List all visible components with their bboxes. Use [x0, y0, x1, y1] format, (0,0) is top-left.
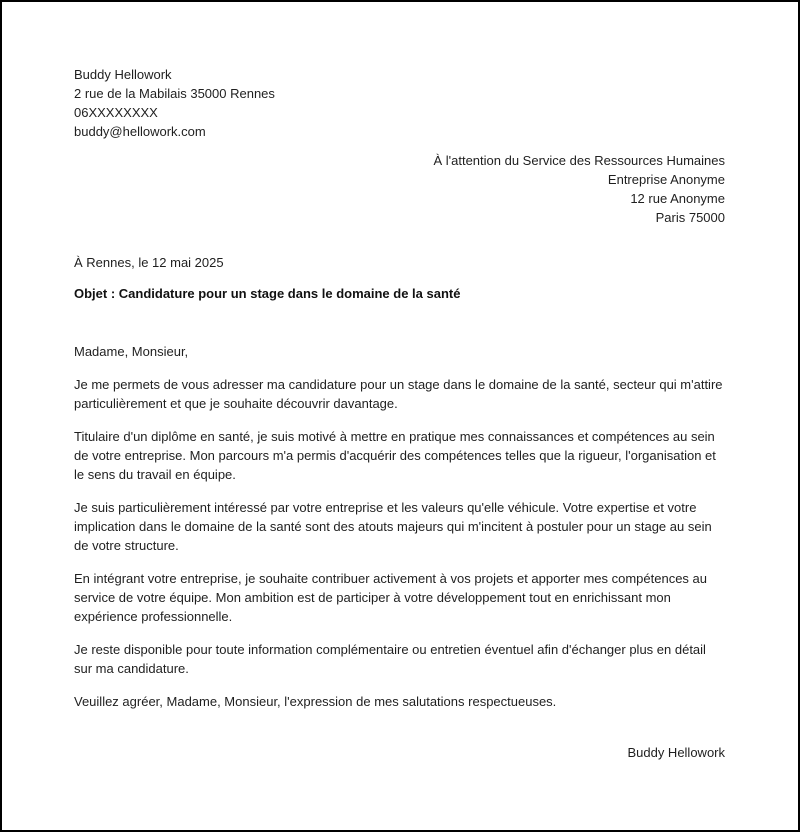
sender-phone: 06XXXXXXXX	[74, 105, 158, 120]
recipient-street: 12 rue Anonyme	[630, 191, 725, 206]
signature: Buddy Hellowork	[627, 745, 725, 760]
sender-block	[74, 65, 725, 141]
sender-email: buddy@hellowork.com	[74, 124, 206, 139]
paragraph-introduction: Je me permets de vous adresser ma candidature pour un stage dans le domaine de la santé, secteur qui m'attire particulièrement et que je souhaite découvrir davantage.	[74, 377, 723, 411]
paragraph-closing-formula: Veuillez agréer, Madame, Monsieur, l'expression de mes salutations respectueuses.	[74, 694, 557, 709]
paragraph-profile: Titulaire d'un diplôme en santé, je suis motivé à mettre en pratique mes connaissances et compétences au sein de votre entreprise. Mon parcours m'a permis d'acquérir des compétences telles que la rigueur, l'organisation et le sens du travail en équipe.	[74, 429, 716, 482]
recipient-city: Paris 75000	[655, 210, 725, 225]
subject-line: Objet : Candidature pour un stage dans le domaine de la santé	[74, 286, 461, 301]
paragraph-motivation: Je suis particulièrement intéressé par votre entreprise et les valeurs qu'elle véhicule. Votre expertise et votre implication dans le domaine de la santé sont des atouts majeurs qui m'incitent à postuler pour un stage au sein de votre structure.	[74, 500, 712, 553]
sender-name: Buddy Hellowork	[74, 67, 172, 82]
date-place-line: À Rennes, le 12 mai 2025	[74, 255, 224, 270]
recipient-company: Entreprise Anonyme	[607, 172, 725, 187]
sender-address: 2 rue de la Mabilais 35000 Rennes	[74, 86, 275, 101]
recipient-block	[74, 151, 725, 227]
paragraph-contribution: En intégrant votre entreprise, je souhaite contribuer activement à vos projets et apporter mes compétences au service de votre équipe. Mon ambition est de participer à votre développement tout en enrichissant mon expérience professionnelle.	[74, 571, 708, 624]
paragraph-availability: Je reste disponible pour toute information complémentaire ou entretien éventuel afin d'échanger plus en détail sur ma candidature.	[74, 642, 706, 676]
letter-content	[2, 2, 798, 762]
salutation: Madame, Monsieur,	[74, 344, 189, 359]
recipient-attention-line: À l'attention du Service des Ressources Humaines	[433, 153, 725, 168]
